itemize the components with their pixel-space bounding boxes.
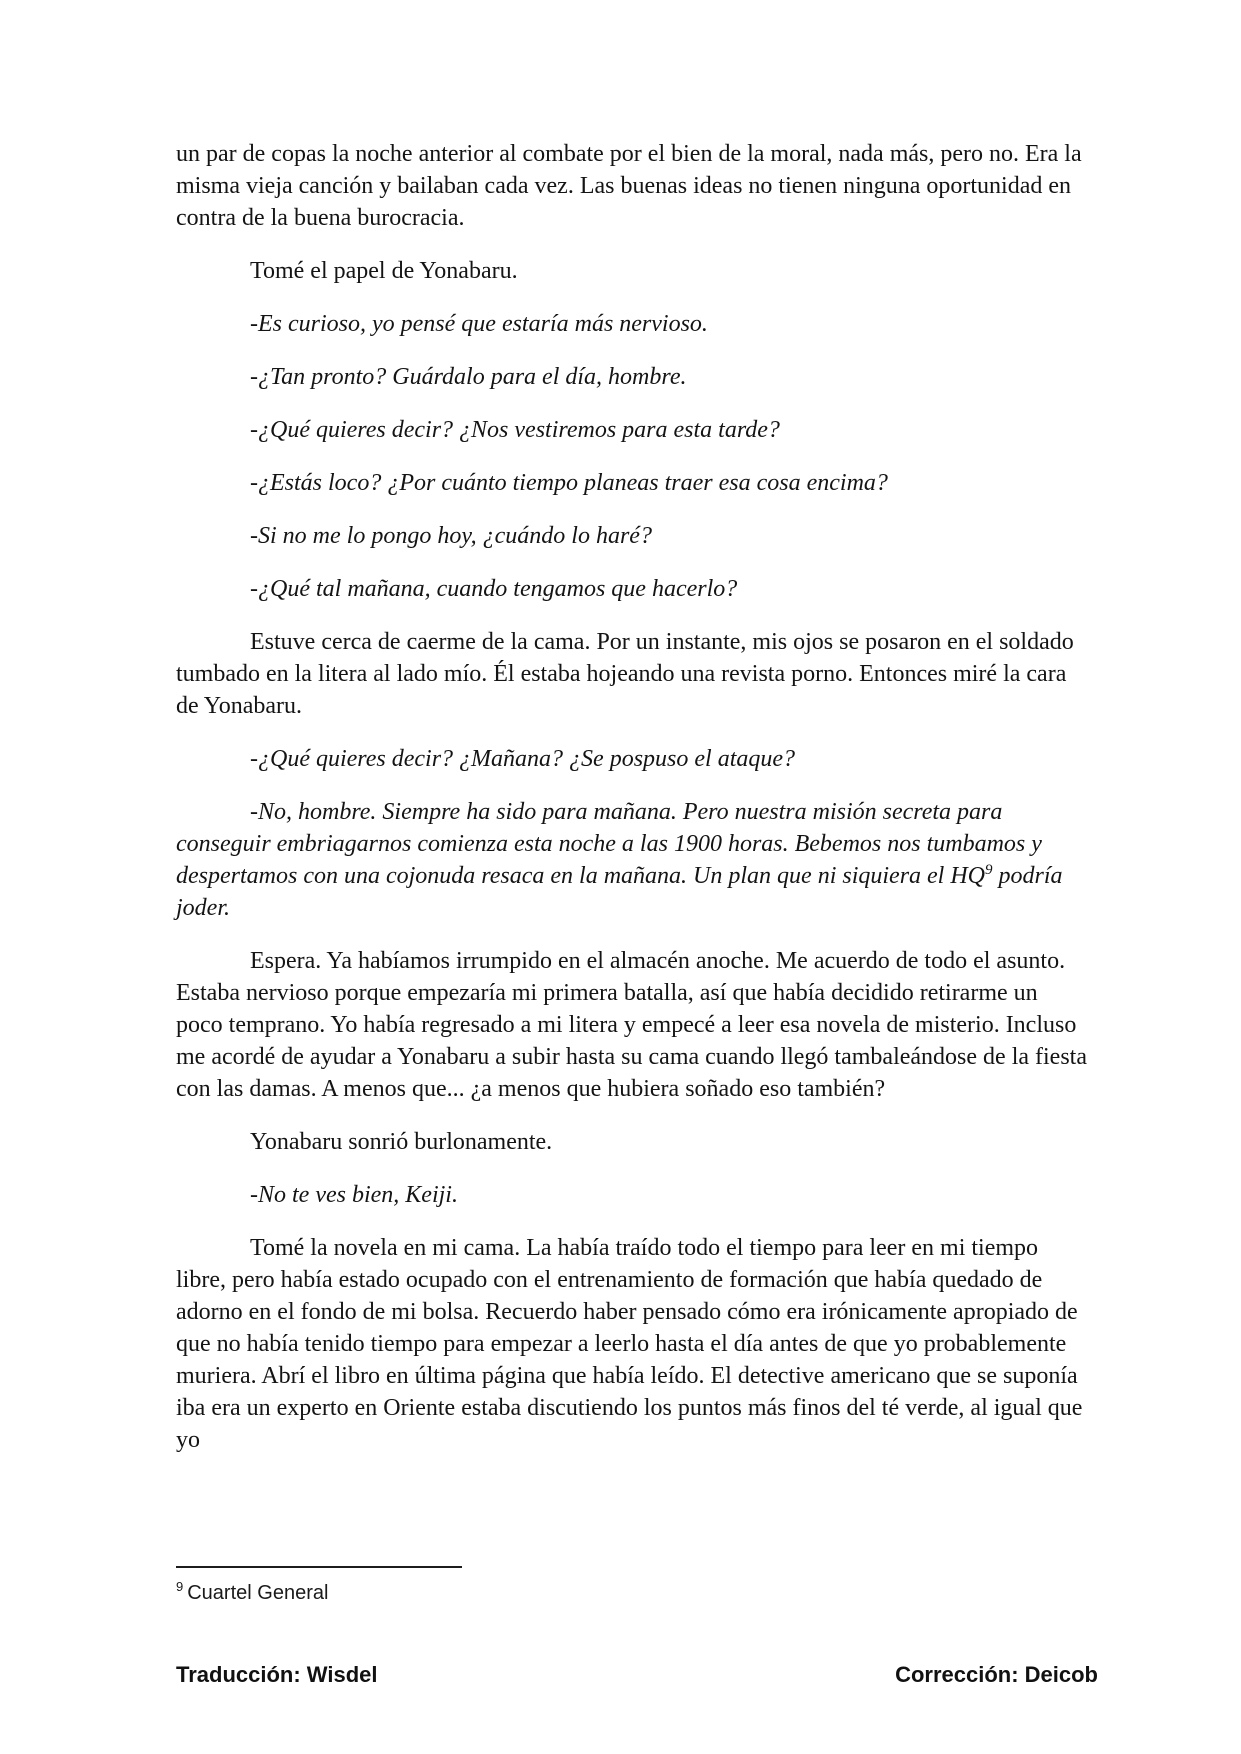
paragraph-15: Tomé la novela en mi cama. La había traído todo el tiempo para leer en mi tiempo libre, pero había estado ocupado con el entrenamiento de formación que había quedado de adorno en el fondo de mi bolsa. Recuerdo haber pensado cómo era irónicamente apropiado de que no había tenido tiempo para empezar a leerlo hasta el día antes de que yo probablemente muriera. Abrí el libro en última página que había leído. El detective americano que se suponía iba era un experto en Oriente estaba discutiendo los puntos más finos del té verde, al igual que yo <box>176 1235 1083 1453</box>
paragraph-14-dialogue: -No te ves bien, Keiji. <box>250 1182 458 1208</box>
page-footer <box>176 1662 1098 1688</box>
paragraph-8-dialogue: -¿Qué tal mañana, cuando tengamos que hacerlo? <box>250 576 738 602</box>
paragraph-9: Estuve cerca de caerme de la cama. Por un instante, mis ojos se posaron en el soldado tumbado en la litera al lado mío. Él estaba hojeando una revista porno. Entonces miré la cara de Yonabaru. <box>176 629 1074 719</box>
footnote-separator-line <box>176 1566 462 1568</box>
footer-translation-credit: Traducción: Wisdel <box>176 1662 378 1687</box>
paragraph-4-dialogue: -¿Tan pronto? Guárdalo para el día, hombre. <box>250 364 687 390</box>
paragraph-3-dialogue: -Es curioso, yo pensé que estaría más nervioso. <box>250 311 708 337</box>
paragraph-text-after-ref: podría joder. <box>176 863 1063 921</box>
footnote <box>176 1580 328 1606</box>
footnote-marker: 9 <box>176 1579 184 1595</box>
footnote-reference-mark: 9 <box>985 862 993 878</box>
paragraph-text-before-ref: -No, hombre. Siempre ha sido para mañana. Pero nuestra misión secreta para conseguir embriagarnos comienza esta noche a las 1900 horas. Bebemos nos tumbamos y despertamos con una cojonuda resaca en la mañana. Un plan que ni siquiera el HQ <box>176 799 1042 889</box>
paragraph-12: Espera. Ya habíamos irrumpido en el almacén anoche. Me acuerdo de todo el asunto. Estaba nervioso porque empezaría mi primera batalla, así que había decidido retirarme un poco temprano. Yo había regresado a mi litera y empecé a leer esa novela de misterio. Incluso me acordé de ayudar a Yonabaru a subir hasta su cama cuando llegó tambaleándose de la fiesta con las damas. A menos que... ¿a menos que hubiera soñado eso también? <box>176 948 1087 1102</box>
paragraph-11-dialogue-with-footnote <box>176 796 1088 924</box>
paragraph-6-dialogue: -¿Estás loco? ¿Por cuánto tiempo planeas traer esa cosa encima? <box>250 470 888 496</box>
paragraph-7-dialogue: -Si no me lo pongo hoy, ¿cuándo lo haré? <box>250 523 652 549</box>
paragraph-1: un par de copas la noche anterior al combate por el bien de la moral, nada más, pero no. Era la misma vieja canción y bailaban cada vez. Las buenas ideas no tienen ninguna oportunidad en contra de la buena burocracia. <box>176 141 1082 231</box>
paragraph-2: Tomé el papel de Yonabaru. <box>250 258 518 284</box>
footer-correction-credit: Corrección: Deicob <box>895 1662 1098 1687</box>
paragraph-5-dialogue: -¿Qué quieres decir? ¿Nos vestiremos para esta tarde? <box>250 417 780 443</box>
paragraph-10-dialogue: -¿Qué quieres decir? ¿Mañana? ¿Se pospuso el ataque? <box>250 746 796 772</box>
paragraph-13: Yonabaru sonrió burlonamente. <box>250 1129 553 1155</box>
page-body <box>176 138 1088 1477</box>
footnote-text: Cuartel General <box>187 1582 329 1604</box>
